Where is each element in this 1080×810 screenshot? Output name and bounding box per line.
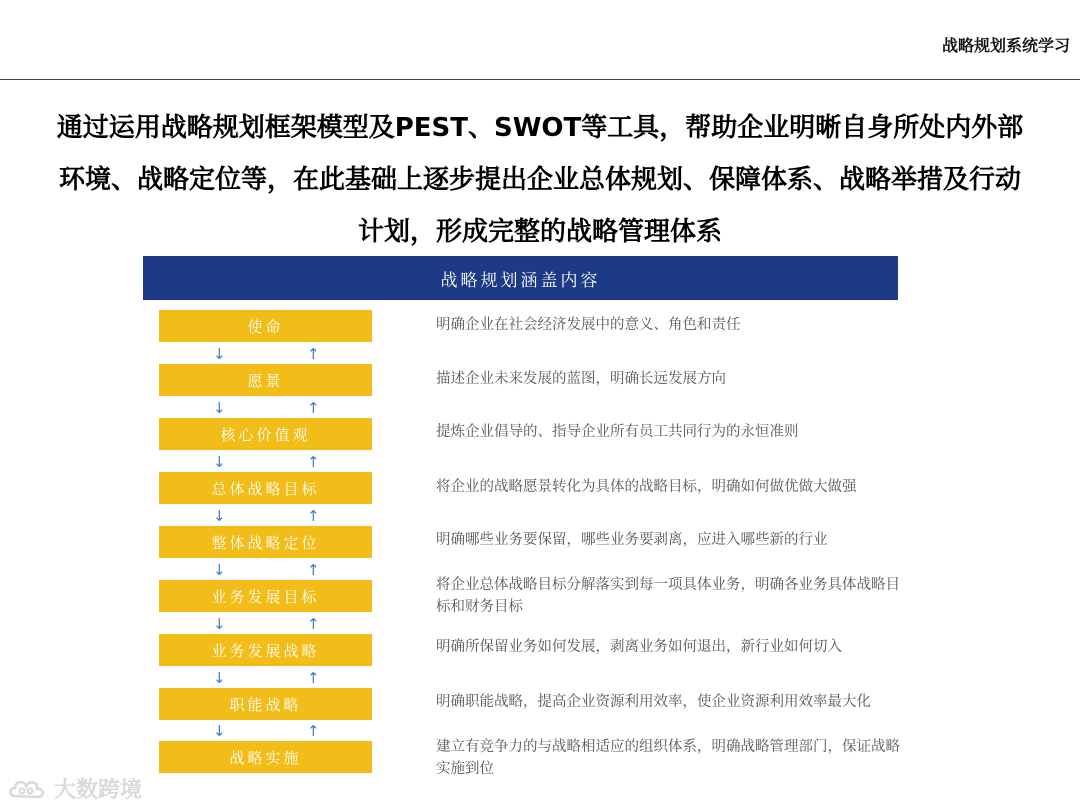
step-description: 明确职能战略，提高企业资源利用效率，使企业资源利用效率最大化 (436, 694, 871, 710)
step-box-positioning: 整体战略定位 (159, 526, 372, 558)
step-box-core-values: 核心价值观 (159, 418, 372, 450)
step-box-mission: 使命 (159, 310, 372, 342)
arrow-up-icon: ↑ (307, 669, 320, 687)
arrow-down-icon: ↓ (213, 345, 226, 363)
header-divider (0, 79, 1080, 80)
table-header-bar: 战略规划涵盖内容 (143, 256, 898, 300)
arrow-down-icon: ↓ (213, 722, 226, 740)
arrow-down-icon: ↓ (213, 615, 226, 633)
step-box-overall-goal: 总体战略目标 (159, 472, 372, 504)
arrow-down-icon: ↓ (213, 561, 226, 579)
step-box-vision: 愿景 (159, 364, 372, 396)
watermark-text: 大数跨境 (54, 778, 143, 803)
step-box-functional-strategy: 职能战略 (159, 688, 372, 720)
page-header-title: 战略规划系统学习 (941, 36, 1070, 55)
step-description: 将企业的战略愿景转化为具体的战略目标，明确如何做优做大做强 (436, 479, 857, 495)
arrow-up-icon: ↑ (307, 345, 320, 363)
step-description: 明确所保留业务如何发展，剥离业务如何退出，新行业如何切入 (436, 639, 842, 655)
step-description: 描述企业未来发展的蓝图，明确长远发展方向 (436, 371, 726, 387)
intro-line: 通过运用战略规划框架模型及PEST、SWOT等工具，帮助企业明晰自身所处内外部 (56, 113, 1024, 143)
intro-paragraph (40, 102, 1040, 258)
arrow-down-icon: ↓ (213, 507, 226, 525)
arrow-up-icon: ↑ (307, 453, 320, 471)
intro-line: 计划，形成完整的战略管理体系 (357, 217, 722, 247)
arrow-up-icon: ↑ (307, 399, 320, 417)
step-description: 明确企业在社会经济发展中的意义、角色和责任 (436, 317, 741, 333)
step-description: 建立有竞争力的与战略相适应的组织体系，明确战略管理部门，保证战略实施到位 (436, 739, 900, 777)
watermark (8, 773, 142, 804)
arrow-up-icon: ↑ (307, 722, 320, 740)
step-box-implementation: 战略实施 (159, 741, 372, 773)
cloud-logo-icon (8, 776, 48, 802)
step-box-business-goal: 业务发展目标 (159, 580, 372, 612)
arrow-up-icon: ↑ (307, 615, 320, 633)
intro-line: 环境、战略定位等，在此基础上逐步提出企业总体规划、保障体系、战略举措及行动 (58, 165, 1021, 195)
arrow-up-icon: ↑ (307, 561, 320, 579)
arrow-down-icon: ↓ (213, 669, 226, 687)
step-description: 提炼企业倡导的、指导企业所有员工共同行为的永恒准则 (436, 424, 799, 440)
step-description: 将企业总体战略目标分解落实到每一项具体业务，明确各业务具体战略目标和财务目标 (436, 577, 900, 615)
arrow-down-icon: ↓ (213, 399, 226, 417)
step-box-business-strategy: 业务发展战略 (159, 634, 372, 666)
step-description: 明确哪些业务要保留，哪些业务要剥离，应进入哪些新的行业 (436, 532, 828, 548)
arrow-down-icon: ↓ (213, 453, 226, 471)
arrow-up-icon: ↑ (307, 507, 320, 525)
